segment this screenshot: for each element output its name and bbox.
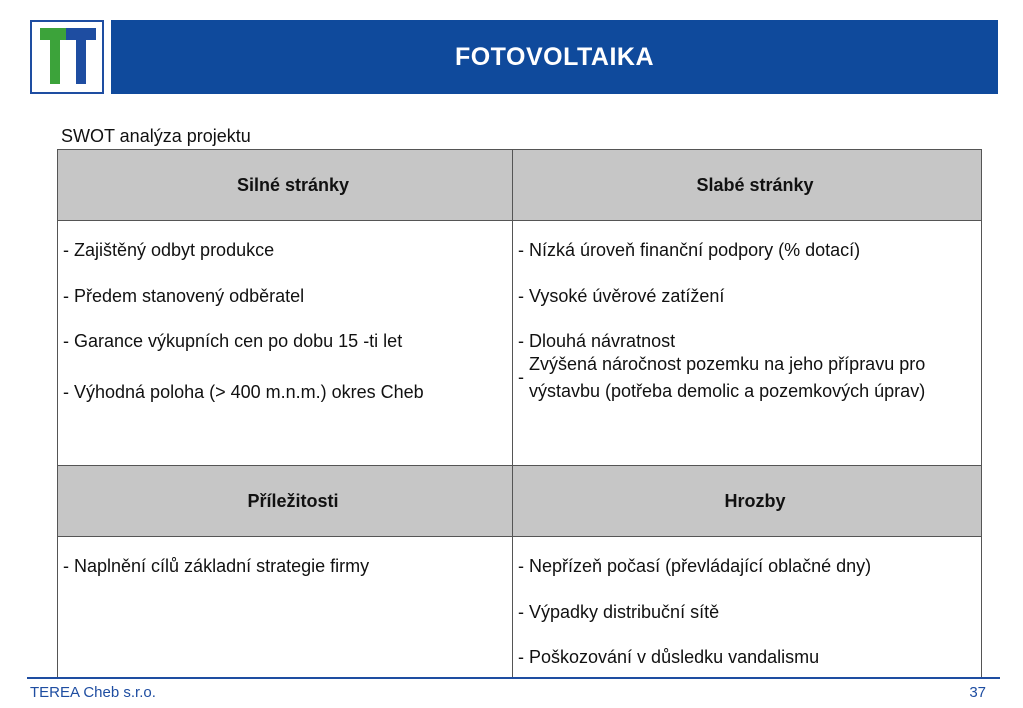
title-bar: [111, 20, 998, 94]
footer-company: TEREA Cheb s.r.o.: [30, 684, 156, 701]
strengths-cell: [58, 221, 513, 466]
opportunities-cell: [58, 537, 513, 679]
strengths-header: Silné stránky: [58, 150, 513, 221]
list-item-text: Zvýšená náročnost pozemku na jeho přípravu pro výstavbu (potřeba demolic a pozemkových úprav): [529, 353, 926, 401]
swot-body-row-top: [58, 221, 982, 466]
opportunities-header: Příležitosti: [58, 466, 513, 537]
swot-body-row-bottom: [58, 537, 982, 679]
weaknesses-header: Slabé stránky: [513, 150, 982, 221]
threats-header: Hrozby: [513, 466, 982, 537]
list-item: [518, 351, 977, 405]
list-item: - Výhodná poloha (> 400 m.n.m.) okres Cheb: [63, 381, 424, 402]
slide-title: FOTOVOLTAIKA: [454, 42, 655, 71]
list-item: - Předem stanovený odběratel: [63, 285, 305, 306]
footer-divider: [27, 677, 1000, 679]
list-item: - Garance výkupních cen po dobu 15 -ti let: [63, 331, 403, 351]
weaknesses-cell: [513, 221, 982, 466]
list-item: - Poškozování v důsledku vandalismu: [518, 647, 820, 667]
list-item: - Zajištěný odbyt produkce: [63, 240, 275, 260]
list-item: - Vysoké úvěrové zatížení: [518, 285, 725, 306]
list-item: - Výpadky distribuční sítě: [518, 601, 720, 622]
swot-header-row-bottom: [58, 466, 982, 537]
threats-cell: [513, 537, 982, 679]
swot-table: [57, 149, 982, 679]
list-dash: -: [518, 367, 524, 388]
list-item: - Dlouhá návratnost: [518, 331, 676, 351]
list-item: - Naplnění cílů základní strategie firmy: [63, 556, 370, 576]
company-logo: [30, 20, 104, 94]
list-item: - Nízká úroveň finanční podpory (% dotací): [518, 240, 861, 260]
terea-logo-icon: [32, 22, 102, 92]
swot-header-row-top: [58, 150, 982, 221]
list-item: - Nepřízeň počasí (převládající oblačné dny): [518, 556, 872, 576]
slide-subtitle: SWOT analýza projektu: [61, 126, 251, 146]
page-number: 37: [969, 684, 986, 701]
